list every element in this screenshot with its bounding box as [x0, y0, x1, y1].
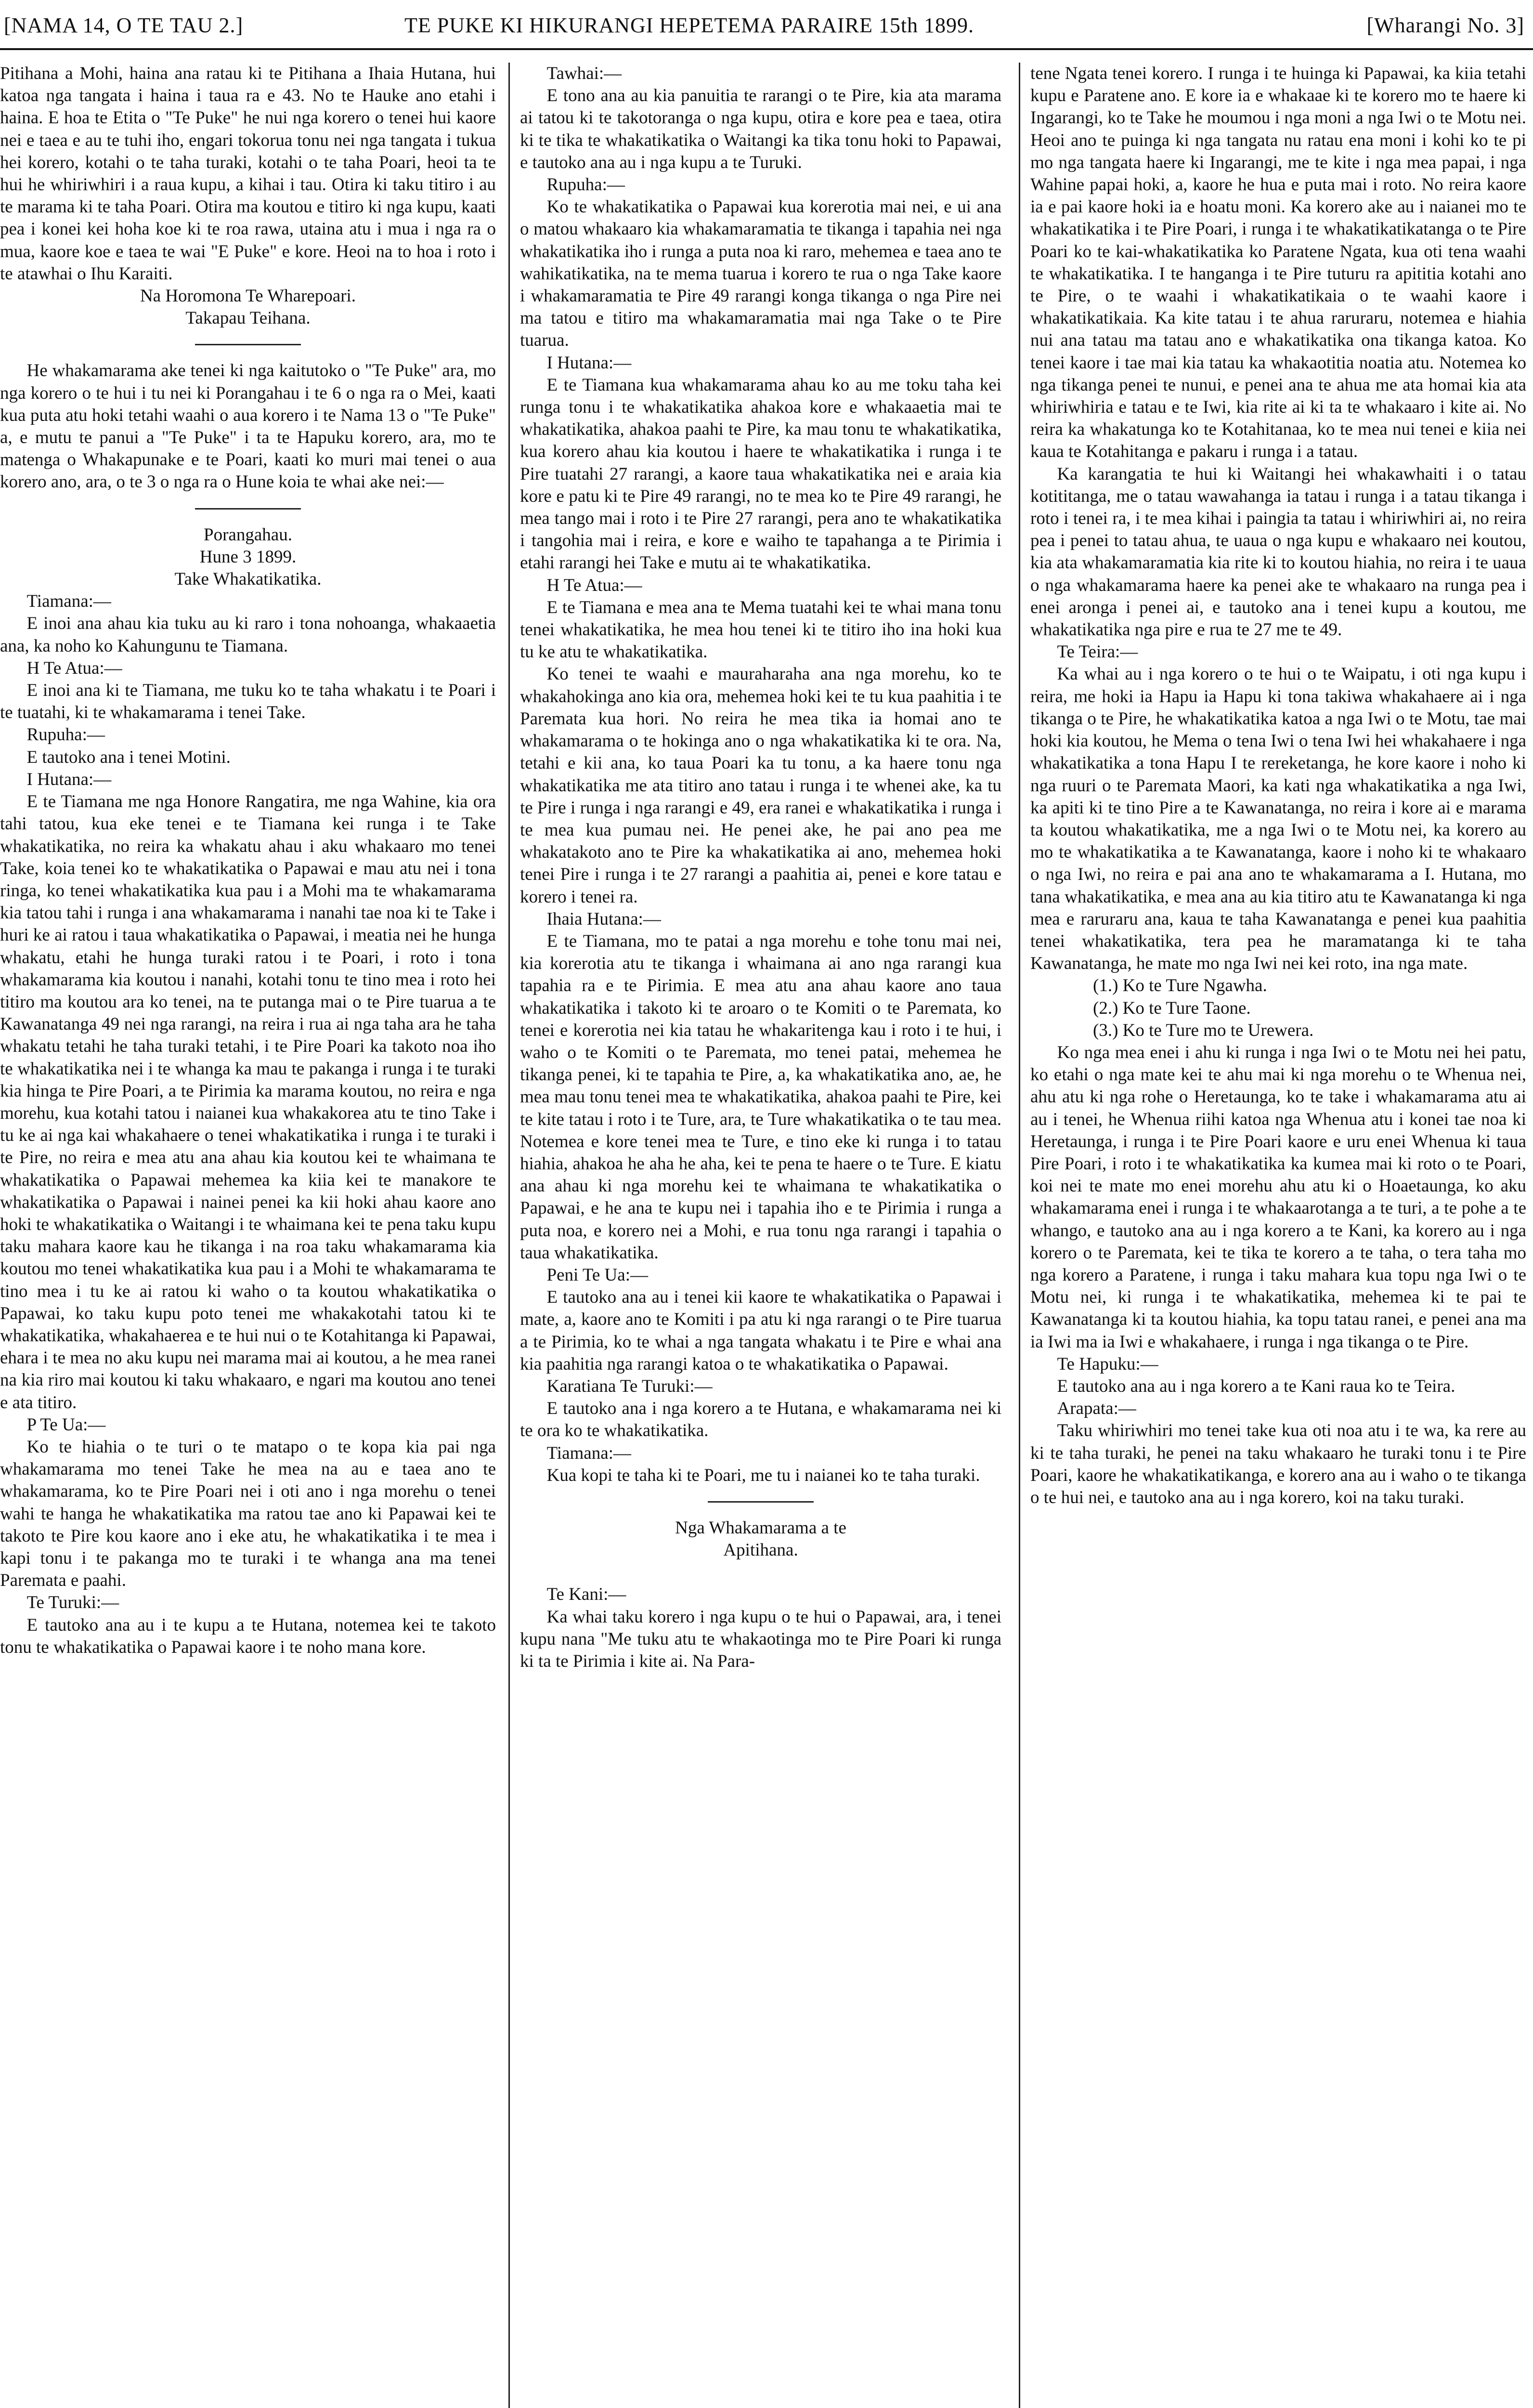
section-divider — [195, 508, 301, 510]
paragraph: Ka whai taku korero i nga kupu o te hui o Papawai, ara, i tenei kupu nana "Me tuku atu te whakaotinga mo te Pire Poari ki runga ki ta te Pirimia i kite ai. Na Para- — [520, 1607, 1001, 1672]
column-1 — [0, 63, 496, 2408]
speaker-label: Te Hapuku:— — [1057, 1354, 1158, 1374]
paragraph: E inoi ana ahau kia tuku au ki raro i tona nohoanga, whakaaetia ana, ka noho ko Kahungunu te Tiamana. — [0, 614, 496, 656]
column-2 — [520, 63, 1001, 2408]
paragraph: Pitihana a Mohi, haina ana ratau ki te Pitihana a Ihaia Hutana, hui katoa nga tangata i haina i taua ra e 43. No te Hauke ano etahi i haina. E hoa te Etita o "Te Puke" he nui nga korero o tenei hui kaore nei e taea e au te tuhi iho, engari tokorua tonu nei nga tangata i tukua hei korero, kotahi o te taha turaki, kotahi o te taha Poari, heoi ta te hui he whiriwhiri i a raua kupu, a kihai i tau. Otira ki taku titiro i au te marama ki te taha Poari. Otira ma koutou e titiro ki nga kupu, kaati pea i konei kei hoha koe ki te roa rawa, utaina atu i mua i nga ra o mua, kaore koe e taea te wai "E Puke" e kore. Heoi na to hoa i roto i te atawhai o Ihu Karaiti. — [0, 64, 496, 284]
speaker-label: Rupuha:— — [546, 175, 625, 195]
speaker-label: Arapata:— — [1057, 1399, 1136, 1419]
speaker-label: Peni Te Ua:— — [546, 1265, 648, 1285]
paragraph: Ko nga mea enei i ahu ki runga i nga Iwi o te Motu nei hei patu, ko etahi o nga mate kei te ahu mai ki nga morehu o te Whenua nei, ahu atu ki nga rohe o Heretaunga, ko te take i whakamarama atu ai au i tenei, he Whenua riihi katoa nga Whenua atu i konei tae noa ki Heretaunga, i runga i te Pire Poari kaore e uru enei Whenua ki taua Pire Poari, i roto i te whakatikatika ka kumea mai ki roto o te Poari, koi nei te mate mo enei morehu ahu atu ki o Hoaetaunga, ko aku whakamarama enei i runga i te whakaarotanga a te turi, a te pohe a te whango, e tautoko ana au i nga korero a te Kani, ka korero au i nga korero o te Paremata, kei te tika te korero a te taha, o tera taha mo nga korero a Paratene, i runga i taku mahara kua topu nga Iwi o te Motu nei, ki runga i te whakatikatika, mehemea ki te pai te Kawanatanga ki ta koutou hiahia, ka topu tatau ranei, e penei ana ma ia Iwi ma ia Iwi e whakahaere, i runga i nga tikanga o te Pire. — [1030, 1042, 1526, 1352]
paragraph: E tautoko ana au i te kupu a te Hutana, notemea kei te takoto tonu te whakatikatika o Papawai kaore i te noho mana kore. — [0, 1615, 496, 1657]
topic-heading: Take Whakatikatika. — [174, 569, 322, 589]
column-3 — [1030, 63, 1526, 2408]
paragraph: Kua kopi te taha ki te Poari, me tu i naianei ko te taha turaki. — [546, 1465, 980, 1485]
paragraph: Taku whiriwhiri mo tenei take kua oti noa atu i te wa, ka rere au ki te taha turaki, he penei na taku whakaaro he turaki tonu i te Pire Poari, kaore he whakatikatikanga, e korero ana au i waho o te tikanga o te hui nei, e tautoko ana au i nga korero, koi na taku turaki. — [1030, 1421, 1526, 1507]
place-heading: Porangahau. — [204, 524, 292, 545]
paragraph: Ko tenei te waahi e mauraharaha ana nga morehu, ko te whakahokinga ano kia ora, mehemea hoki kei te tu kua paahitia i te Paremata kua hori. No reira he mea tika ia homai ano te whakamarama o te hokinga ano o nga whakatikatika ki te ora. Na, tetahi e kii ana, ko taua Poari ka tu tonu, a ka haere tonu nga whakatikatika me ata titiro ano tatau i runga i te whenei ake, ka tu te Pire i runga i nga rarangi e 49, era ranei e whakatikatika i runga i te mea kua pumau nei. He penei ake, he pai ano pea me whakatakoto ano te Pire ka whakatikatika ai ano, mehemea hoki tenei Pire i runga i te 27 rarangi a paahitia ai, penei e kore tatau e korero i tenei ra. — [520, 664, 1001, 907]
newspaper-title: TE PUKE KI HIKURANGI HEPETEMA PARAIRE 15th 1899. — [404, 13, 974, 37]
signature-name: Na Horomona Te Wharepoari. — [140, 286, 356, 306]
speaker-label: I Hutana:— — [26, 769, 112, 789]
paragraph: tene Ngata tenei korero. I runga i te huinga ki Papawai, ka kiia tetahi kupu e Paratene ano. E kore ia e whakaae ki te korero mo te haere ki Ingarangi, ko te Take he moumou i nga moni a nga Iwi o te Motu nei. Heoi ano te puinga ki nga tangata nu ratau ena moni i kohi ko te pi mo nga tangata haere ki Ingarangi, me te kite i nga mea papai, i nga Wahine papai hoki, a, kaore he hua e puta mai i roto. No reira kaore ia e pai kaore hoki ia e hoatu moni. Ka korero ake au i naianei mo te whakatikatika i te Pire Poari, i runga i te whakatikatikatanga o te Pire Poari ko te kai-whakatikatika ko Paratene Ngata, kua oti tena waahi te whakatikatika. I te hanganga i te Pire tuturu ra apititia kotahi ano te Pire, o te waahi i whakatikatikaia o te waahi kaore i whakatikatikaia. Ka kite tatau i te ahua raruraru, notemea e hiahia nui ana tatau ma tatau ano e whakatikatika ona tikanga katoa. Ko tenei kaore i tae mai kia tatau ka whakaotitia noatia atu. Notemea ko nga tikanga penei te nunui, e penei ana te ahua me ata homai kia ata whiriwhiria e tatau e te Iwi, kia rite ai ki ta te whakaaro i kite ai. No reira ka whakatunga ko te Kotahitanaa, ko te mea nui tenei e kiia nei kaua te Kotahitanga e pakaru i runga i a tatau. — [1030, 64, 1526, 462]
paragraph: E te Tiamana, mo te patai a nga morehu e tohe tonu mai nei, kia korerotia atu te tikanga i whaimana ai ano nga rarangi kua tapahia ra e te Pirimia. E mea atu ana ahau kaore ano taua whakatikatika i takoto ki te aroaro o te Komiti o te Paremata, ko tenei e korerotia nei kia tatau he whakaritenga kau i roto i te hui, i waho o te Komiti o te Paremata, mo tenei patai, mehemea he tikanga penei, ki te tapahia te Pire, a, ka whakatikatika ano, ae, he mea mau tonu tenei mea te whakatikatika, ahakoa paahi te Pire, kei te kite tatau i roto i te Ture, ara, te Ture whakatikatika o te tau mea. Notemea e kore tenei mea te Ture, e tino eke ki runga i to tatau hiahia, ahakoa he aha he aha, kei te pena te haere o te Ture. E kiatu ana ahau ki nga morehu kei te whaimana te whakatikatika o Papawai, e he ana te kupu nei i tapahia iho e te Pirimia i runga a puta noa, e korero nei a Mohi, e rua tonu nga rarangi i tapahia o taua whakatikatika. — [520, 931, 1001, 1263]
paragraph: Ko te hiahia o te turi o te matapo o te kopa kia pai nga whakamarama mo tenei Take he mea na au e taea ano te whakamarama, ko te Pire Poari nei i oti ano i nga morehu o tenei wahi te hanga he whakatikatika ma ratou tae ano ki Papawai kei te takoto te Pire kou kaore ano i eke atu, he whakatikatika i te mea i kapi tonu i te pakanga mo te turaki i te whanga ana ma tenei Paremata e paahi. — [0, 1437, 496, 1591]
signature-place: Takapau Teihana. — [185, 308, 311, 328]
paragraph: E te Tiamana kua whakamarama ahau ko au me toku taha kei runga tonu i te whakatikatika ahakoa kore e whakaaetia mai te whakatikatika, ahakoa paahi te Pire, ka mau tonu te whakatikatika, kua korero ahau kia koutou i haere te whakatikatika i runga i te Pire tuatahi 27 rarangi, a kaore taua whakatikatika nei e araia kia kore e patu ki te Pire 49 rarangi, no te mea ko te Pire 49 rarangi, he mea tango mai i roto i te Pire 27 rarangi, pera ano te whakatikatika i tangohia mai i reira, e kore e waiho te tapahanga a te Pirimia i etahi rarangi hei Take e mutu ai te whakatikatika. — [520, 375, 1001, 573]
speaker-label: I Hutana:— — [546, 353, 632, 373]
speaker-label: Tiamana:— — [546, 1443, 631, 1463]
speaker-label: Tawhai:— — [546, 64, 622, 83]
paragraph: E tautoko ana au i nga korero a te Kani raua ko te Teira. — [1057, 1376, 1455, 1396]
paragraph: E inoi ana ki te Tiamana, me tuku ko te taha whakatu i te Poari i te tuatahi, ki te whakamarama i tenei Take. — [0, 681, 496, 723]
paragraph: E te Tiamana me nga Honore Rangatira, me nga Wahine, kia ora tahi tatou, kua eke tenei e te Tiamana kei runga i te Take whakatikatika, no reira ka whakatu ahau i aku whakaaro mo tenei Take, koia tenei ko te whakatikatika o Papawai e mau atu nei i tona ringa, ko tenei whakatikatika kua pau i a Mohi ma te whakamarama kia tatou tahi i runga i ana whakamarama i nanahi tae noa ki te Take i huri ke ai ratou i taua whakatikatika o Papawai, i meatia nei he hunga whakatu, etahi he hunga turaki ratou i te Poari, i roto i tona whakamarama kia koutou i nanahi, kotahi tonu te tino mea i roto hei titiro ma koutou ara ko tenei, na te putanga mai o te Pire tuarua a te Kawanatanga 49 nei nga rarangi, na reira i rua ai nga taha ara he taha whakatu tetahi he taha turaki tetahi, i te Pire Poari ka takoto noa iho te whakatikatika nei i te whanga ka mau te pakanga i runga i te turaki kia hinga te Pire Poari, a te Pirimia ka marama koutou, no reira e nga morehu, kua kotahi tatou i naianei kua whakakorea atu te tino Take i tu ke ai nga kai whakahaere o tenei whakatikatika i runga i te turaki i te Pire, no reira e mea atu ana ahau kia koutou kei te whaimana te whakatikatika o Papawai mehemea ka kiia kei te manakore te whakatikatika o Papawai i nainei penei ka kii hoki ahau kaore ano hoki te whakatikatika o Waitangi i te whaimana kei te pena taku kupu taku mahara kaore kau he tikanga i na roa taku whakamarama kia koutou mo tenei whakatikatika kua pau i a Mohi te whakamarama te tino mea i tu ke ai ratou ki waho o ta koutou whakatikatika o Papawai, ko taku kupu poto tenei me whakakotahi tatou ki te whakatikatika, whakahaerea e te hui nui o te Kotahitanga ki Papawai, ehara i te mea no aku kupu nei marama mai ai koutou, a he mea ranei na kia riro mai koutou ki taku whakaaro, e ngari ma koutou ano tenei e ata titiro. — [0, 792, 496, 1413]
list-item: (1.) Ko te Ture Ngawha. — [1093, 976, 1267, 996]
paragraph: E te Tiamana e mea ana te Mema tuatahi kei te whai mana tonu tenei whakatikatika, he mea hou tenei ki te titiro iho ina hoki kua tu ke atu te whakatikatika. — [520, 597, 1001, 662]
paragraph: E tono ana au kia panuitia te rarangi o te Pire, kia ata marama ai tatou ki te takotoranga o nga kupu, otira e kore pea e taea, otira ki te tika te whakatikatika o Waitangi ka tika tonu hoki to Papawai, e tautoko ana au i nga kupu a te Turuki. — [520, 86, 1001, 172]
header-divider — [0, 48, 1533, 50]
list-item: (2.) Ko te Ture Taone. — [1093, 998, 1251, 1018]
page-header — [0, 9, 1533, 42]
speaker-label: Te Kani:— — [546, 1584, 626, 1605]
speaker-label: Ihaia Hutana:— — [546, 909, 661, 929]
spacer — [520, 1561, 1001, 1584]
section-divider — [708, 1501, 814, 1503]
page-number: [Wharangi No. 3] — [1366, 13, 1524, 37]
speaker-label: H Te Atua:— — [26, 658, 122, 678]
speaker-label: Karatiana Te Turuki:— — [546, 1376, 713, 1396]
paragraph: E tautoko ana au i tenei kii kaore te whakatikatika o Papawai i mate, a, kaore ano te Komiti i pa atu ki nga rarangi o te Pire tuarua a te Pirimia, ko te whai a nga tangata whakatu i te Pire e whai ana kia paahitia nga rarangi katoa o te whakatikatika o Papawai. — [520, 1287, 1001, 1374]
speaker-label: H Te Atua:— — [546, 575, 642, 595]
speaker-label: Tiamana:— — [26, 591, 111, 612]
date-heading: Hune 3 1899. — [199, 547, 297, 567]
paragraph: Ka whai au i nga korero o te hui o te Waipatu, i oti nga kupu i reira, me hoki ia Hapu ia Hapu ki tona takiwa whakahaere ai i nga tikanga o te Pire, he whakatikatika katoa a nga Iwi o te Motu, tae mai hoki kia koutou, he Mema o tena Iwi o tena Iwi hei whakahaere i nga whakatikatika a tona Hapu I te rereketanga, he kore kaore i noho ki nga ruuri o te Paremata Maori, ka kati nga whakatikatika a nga Iwi, ka apiti ki te tino Pire a te Kawanatanga, no reira i kore ai e marama ta koutou whakatikatika, me a nga Iwi o te Motu nei, ka korero au mo te whakatikatika a te Kawanatanga, kaore i noho ki te whakaaro o nga Iwi, no reira e pai ana ano te whakamarama a I. Hutana, mo tana whakatikatika, e mea ana au kia titiro atu te Kawanatanga ki nga mea e raruraru ana, kaua te taha Kawanatanga e penei kua paahitia tenei whakatikatika, tera pea he maramatanga ki te taha Kawanatanga, he mate mo nga Iwi nei kei roto, ina nga mate. — [1030, 664, 1526, 974]
paragraph: He whakamarama ake tenei ki nga kaitutoko o "Te Puke" ara, mo nga korero o te hui i tu nei ki Porangahau i te 6 o nga ra o Mei, kaati kua puta atu hoki tetahi waahi o aua korero i te Nama 13 o "Te Puke" a, e mutu te panui a "Te Puke" i ta te Hapuku korero, ara, mo te matenga o Whakapunake e te Poari, kaati ko muri mai tenei o aua korero ano, ara, o te 3 o nga ra o Hune koia te whai ake nei:— — [0, 361, 496, 492]
list-item: (3.) Ko te Ture mo te Urewera. — [1093, 1020, 1314, 1040]
speaker-label: Rupuha:— — [26, 725, 105, 745]
section-heading: Nga Whakamarama a te — [675, 1518, 846, 1538]
paragraph: E tautoko ana i tenei Motini. — [26, 747, 231, 767]
speaker-label: Te Teira:— — [1057, 642, 1138, 662]
numbered-list — [1030, 975, 1526, 1042]
paragraph: Ko te whakatikatika o Papawai kua korerotia mai nei, e ui ana o matou whakaaro kia whakamaramatia te tikanga i tapahia nei nga whakatikatika iho i runga a puta noa ki raro, mehemea e taea ano te wahikatikatika, na te mema tuarua i korero te rua o nga Take kaore i whakamaramatia te Pire 49 rarangi konga tikanga o nga Pire nei ma tatou e titiro ma whakamaramatia mai nga Take o te Pire tuarua. — [520, 197, 1001, 351]
section-heading: Apitihana. — [723, 1540, 798, 1560]
column-divider — [508, 63, 510, 2408]
column-divider — [1019, 63, 1020, 2408]
speaker-label: P Te Ua:— — [26, 1414, 106, 1435]
issue-number: [NAMA 14, O TE TAU 2.] — [4, 13, 244, 37]
paragraph: E tautoko ana i nga korero a te Hutana, e whakamarama nei ki te ora ko te whakatikatika. — [520, 1399, 1001, 1441]
speaker-label: Te Turuki:— — [26, 1593, 119, 1613]
paragraph: Ka karangatia te hui ki Waitangi hei whakawhaiti i o tatau kotititanga, me o tatau wawahanga ia tatau i runga i a tatau tikanga i roto i tenei ra, i te mea kihai i paingia ta tatau i whiriwhiri ai, no reira pea i penei to tatau ahua, te uaua o nga kupu e whakaaro nei koutou, kia ata whakamaramatia kia rite ki to koutou hiahia, no reira i te uaua o nga whakamarama haere ka penei ake te whakaaro na runga pea i enei aronga i penei ai, e tautoko ana i tenei kupu a koutou, me whakatikatika nga pire e rua te 27 me te 49. — [1030, 464, 1526, 640]
section-divider — [195, 344, 301, 345]
